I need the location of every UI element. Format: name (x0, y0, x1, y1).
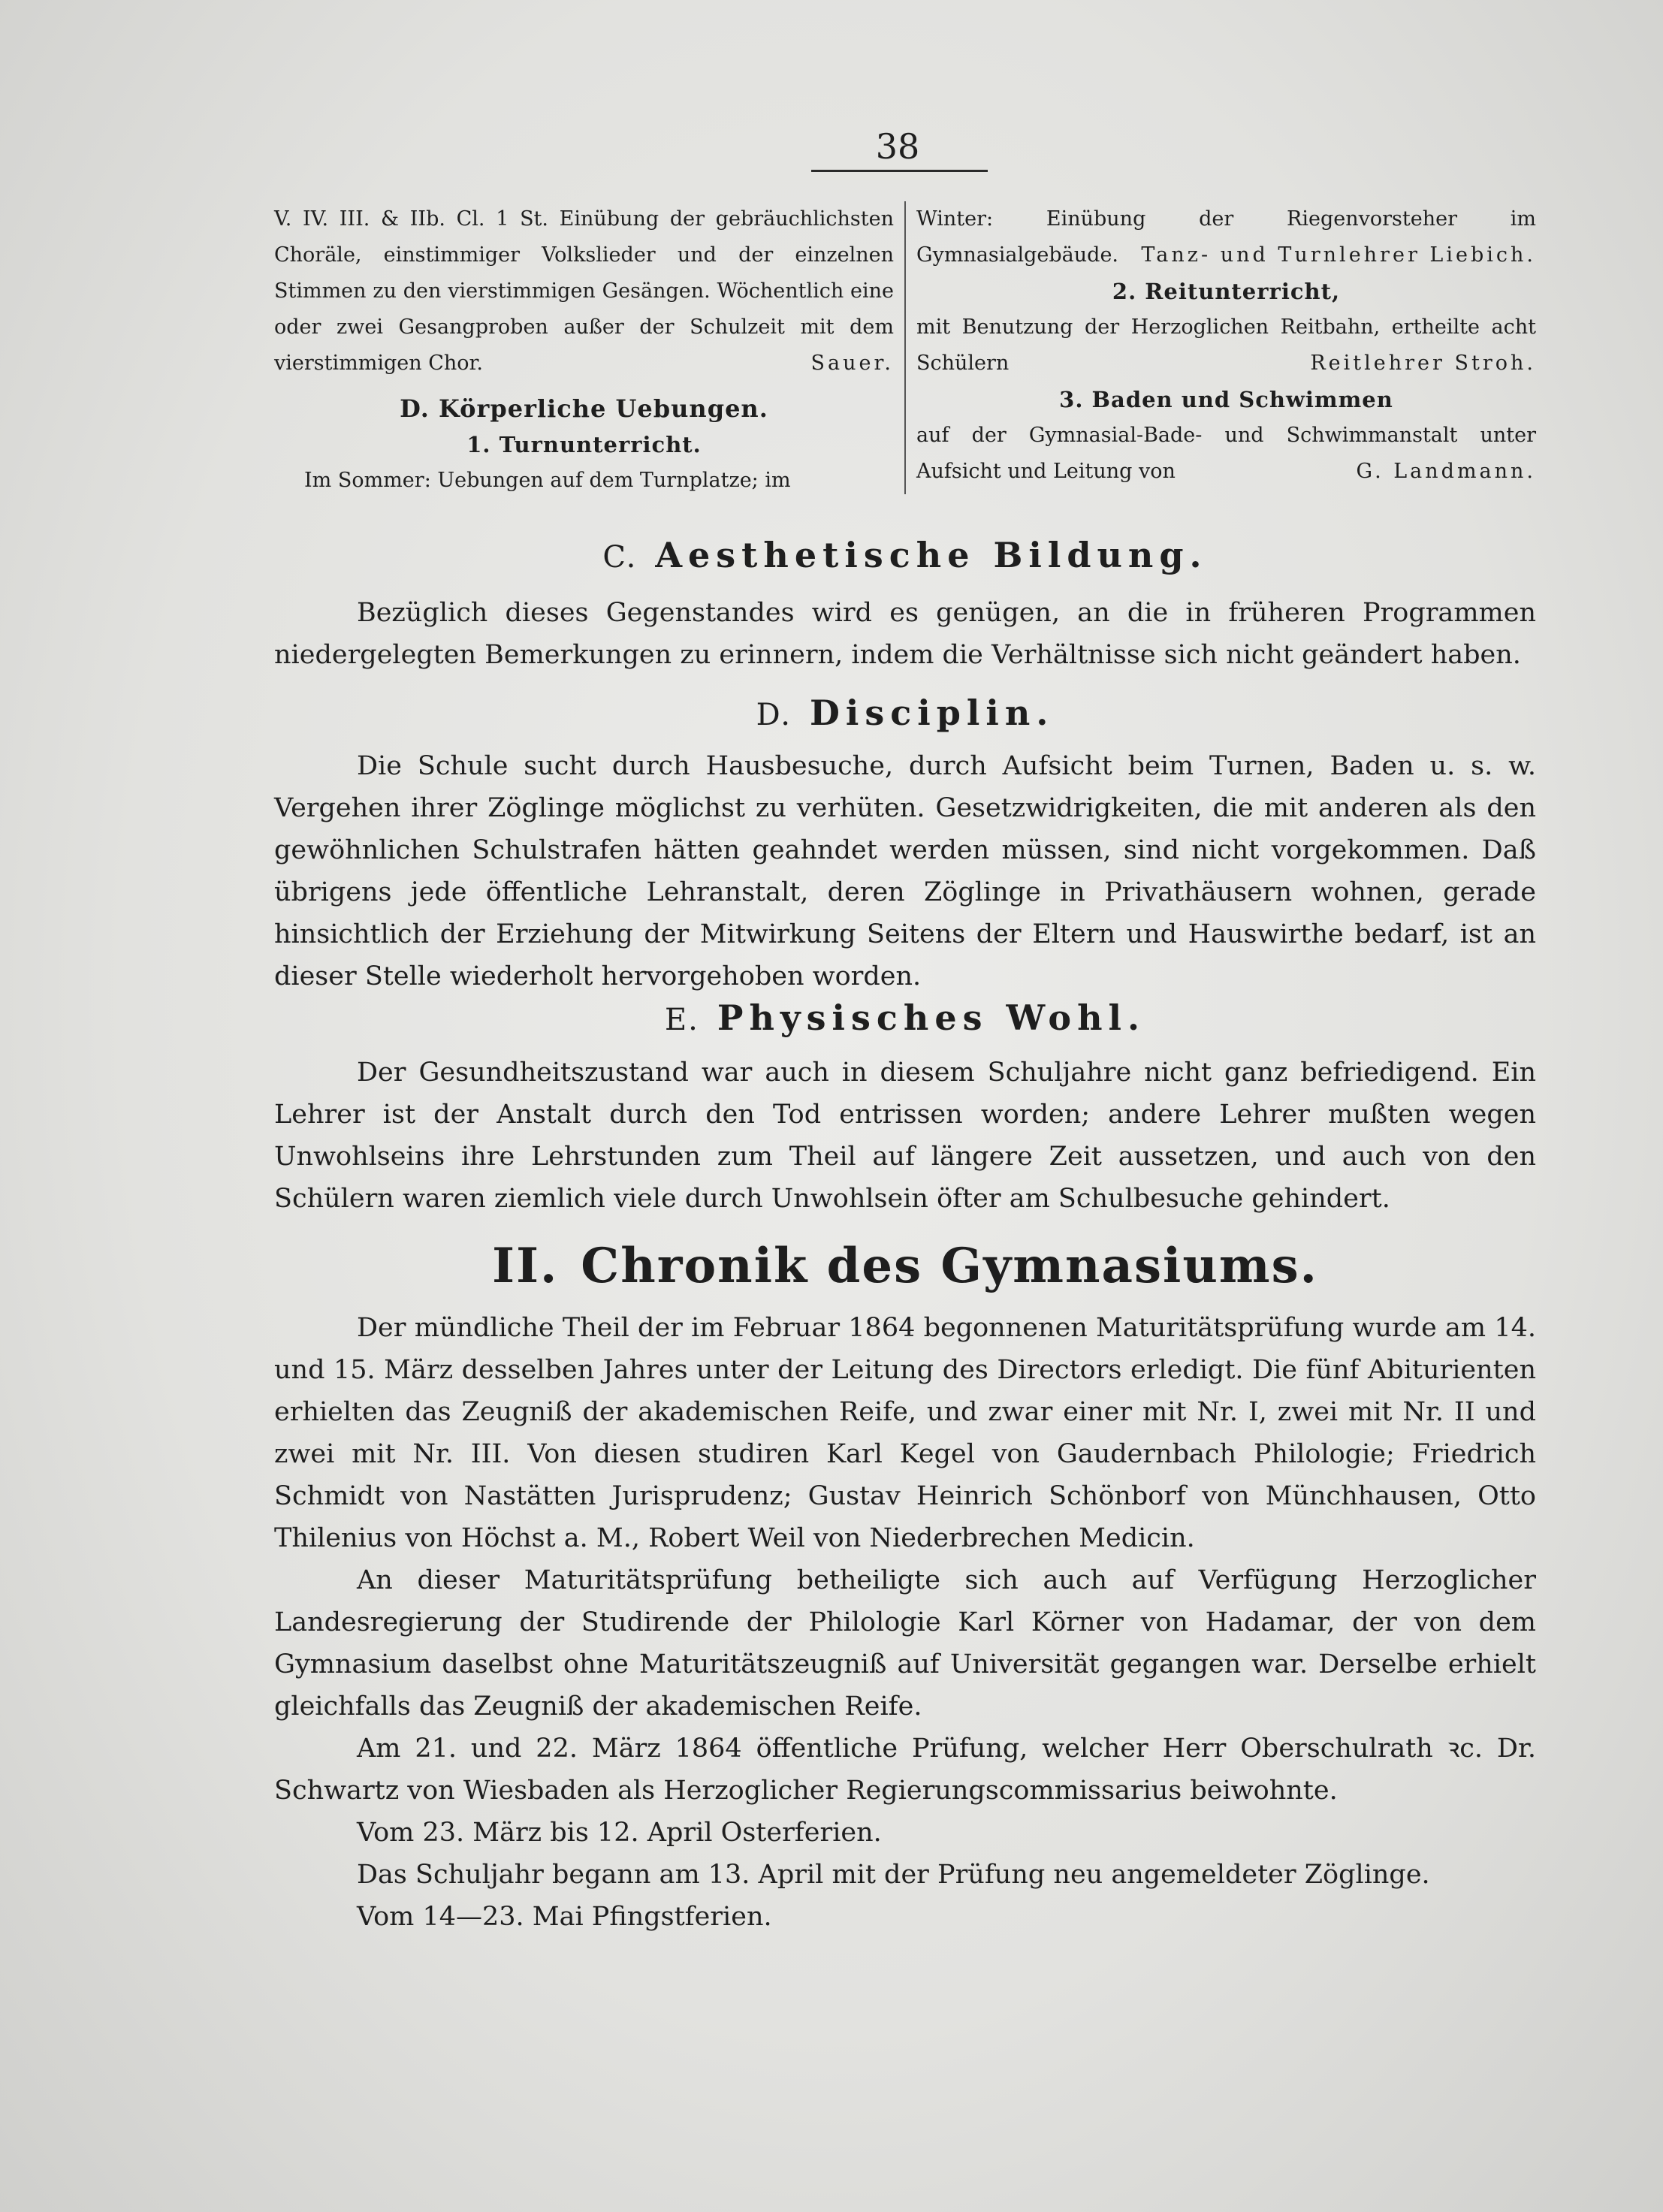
section-d-text: Die Schule sucht durch Hausbesuche, durch Aufsicht beim Turnen, Baden u. s. w. Vergehen ihrer Zöglinge möglichst zu verhüten. Gesetzwidrigkeiten, die mit anderen als den gewöhnlichen Schulstrafen hätten geahndet werden müssen, sind nicht vorgekommen. Daß übrigens jede öffentliche Lehranstalt, deren Zöglinge in Privathäusern wohnen, gerade hinsichtlich der Erziehung der Mitwirkung Seitens der Eltern und Hauswirthe bedarf, ist an dieser Stelle wiederholt hervorgehoben worden. (274, 751, 1536, 991)
riding-heading: 2. Reitunterricht, (1112, 279, 1341, 304)
section-c-text: Bezüglich dieses Gegenstandes wird es genügen, an die in früheren Programmen niedergelegten Bemerkungen zu erinnern, indem die Verhältnisse sich nicht geändert haben. (274, 598, 1536, 670)
bathing-heading: 3. Baden und Schwimmen (1059, 387, 1393, 412)
chronik-title: Chronik des Gymnasiums. (581, 1238, 1318, 1294)
winter-text: Winter: Einübung der Riegenvorsteher im Gymnasialgebäude. (916, 207, 1536, 267)
chronik-paragraph: Vom 23. März bis 12. April Osterferien. (357, 1818, 882, 1848)
section-d-label: D. (756, 698, 792, 732)
section-e-title: Physisches Wohl. (717, 997, 1146, 1038)
section-d-heading (274, 693, 1536, 733)
right-column (916, 201, 1536, 490)
section-d-body (274, 745, 1536, 997)
section-e-body (274, 1052, 1536, 1220)
section-c-label: C. (602, 540, 638, 575)
column-divider (904, 201, 906, 494)
section-c-title: Aesthetische Bildung. (655, 535, 1208, 575)
singing-teacher: Sauer. (810, 352, 894, 375)
section-e-heading (274, 997, 1536, 1038)
chronik-paragraph: Der mündliche Theil der im Februar 1864 begonnenen Maturitätsprüfung wurde am 14. und 15. März desselben Jahres unter der Leitung des Directors erledigt. Die fünf Abiturienten erhielten das Zeugniß der akademischen Reife, und zwar einer mit Nr. I, zwei mit Nr. II und zwei mit Nr. III. Von diesen studiren Karl Kegel von Gaudernbach Philologie; Friedrich Schmidt von Nastätten Jurisprudenz; Gustav Heinrich Schönborf von Münchhausen, Otto Thilenius von Höchst a. M., Robert Weil von Niederbrechen Medicin. (274, 1313, 1536, 1553)
chronik-paragraph: Am 21. und 22. März 1864 öffentliche Prüfung, welcher Herr Oberschulrath ꝛc. Dr. Schwartz von Wiesbaden als Herzoglicher Regierungscommissarius beiwohnte. (274, 1734, 1536, 1806)
page-number-rule (811, 170, 988, 172)
section-d-title: Disciplin. (810, 693, 1055, 733)
section-e-label: E. (664, 1003, 699, 1037)
chronik-label: II. (492, 1238, 559, 1294)
singing-text: V. IV. III. & IIb. Cl. 1 St. Einübung der gebräuchlichsten Choräle, einstimmiger Volkslieder und der einzelnen Stimmen zu den vierstimmigen Gesängen. Wöchentlich eine oder zwei Gesangproben außer der Schulzeit mit dem vierstimmigen Chor. (274, 207, 894, 375)
section-c-heading (274, 535, 1536, 575)
section-d-koerper-heading: D. Körperliche Uebungen. (400, 394, 768, 423)
winter-teacher: Tanz- und Turnlehrer Liebich. (1141, 243, 1536, 267)
section-c-body (274, 592, 1536, 676)
chronik-paragraph: Das Schuljahr begann am 13. April mit der Prüfung neu angemeldeter Zöglinge. (357, 1860, 1430, 1890)
riding-teacher: Reitlehrer Stroh. (1310, 352, 1536, 375)
chronik-heading (274, 1238, 1536, 1294)
chronik-paragraph: Vom 14—23. Mai Pfingstferien. (357, 1902, 772, 1932)
left-column (274, 201, 894, 499)
chronik-paragraph: An dieser Maturitätsprüfung betheiligte sich auch auf Verfügung Herzoglicher Landesregierung der Studirende der Philologie Karl Körner von Hadamar, der von dem Gymnasium daselbst ohne Maturitätszeugniß auf Universität gegangen war. Derselbe erhielt gleichfalls das Zeugniß der akademischen Reife. (274, 1565, 1536, 1722)
bathing-teacher: G. Landmann. (1356, 460, 1536, 483)
section-e-text: Der Gesundheitszustand war auch in diesem Schuljahre nicht ganz befriedigend. Ein Lehrer ist der Anstalt durch den Tod entrissen worden; andere Lehrer mußten wegen Unwohlseins ihre Lehrstunden zum Theil auf längere Zeit aussetzen, und auch von den Schülern waren ziemlich viele durch Unwohlsein öfter am Schulbesuche gehindert. (274, 1058, 1536, 1214)
page-number: 38 (875, 126, 920, 167)
riding-text: mit Benutzung der Herzoglichen Reitbahn, ertheilte acht Schülern (916, 315, 1536, 375)
gym-heading: 1. Turnunterricht. (466, 432, 702, 457)
bathing-text: auf der Gymnasial-Bade- und Schwimmanstalt unter Aufsicht und Leitung von (916, 424, 1536, 483)
gym-text: Im Sommer: Uebungen auf dem Turnplatze; im (304, 469, 791, 492)
chronik-body (274, 1307, 1536, 1938)
